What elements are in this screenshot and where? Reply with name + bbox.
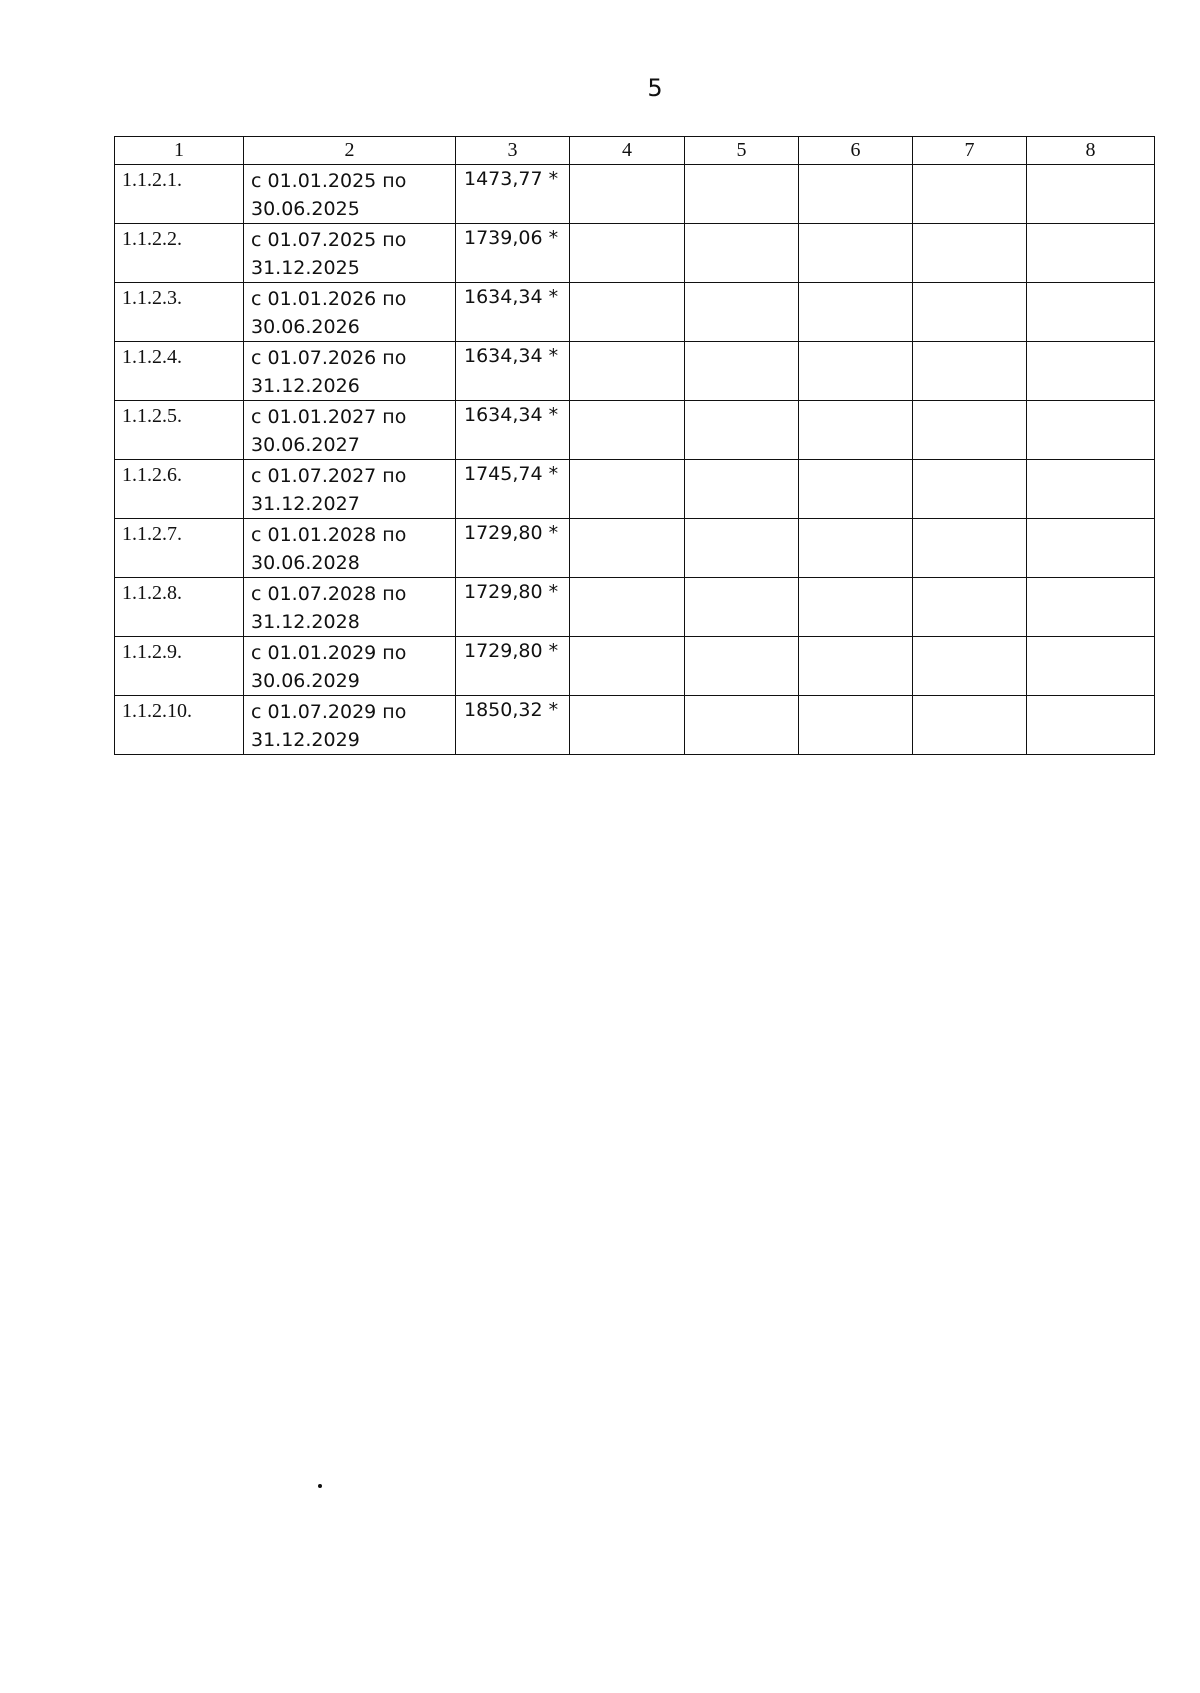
row-number-cell: 1.1.2.10. [115,696,244,755]
tariff-value-cell: 1634,34 * [456,342,570,401]
empty-cell-col-4 [570,696,685,755]
table-row [115,578,1155,637]
column-header: 4 [570,137,685,165]
period-end-text: 31.12.2029 [251,729,360,751]
empty-cell-col-8 [1027,637,1155,696]
tariff-value-cell: 1850,32 * [456,696,570,755]
period-end-text: 31.12.2025 [251,257,360,279]
empty-cell-col-7 [913,578,1027,637]
period-cell [244,696,456,755]
period-cell [244,342,456,401]
row-number-cell: 1.1.2.3. [115,283,244,342]
row-number-cell: 1.1.2.7. [115,519,244,578]
empty-cell-col-4 [570,637,685,696]
table-row [115,401,1155,460]
empty-cell-col-6 [799,283,913,342]
empty-cell-col-7 [913,342,1027,401]
empty-cell-col-5 [685,578,799,637]
empty-cell-col-6 [799,165,913,224]
period-end-text: 31.12.2026 [251,375,360,397]
empty-cell-col-4 [570,283,685,342]
table-row [115,283,1155,342]
empty-cell-col-6 [799,401,913,460]
empty-cell-col-5 [685,401,799,460]
period-start-text: с 01.01.2026 по [251,288,407,310]
table-row [115,224,1155,283]
tariff-value-cell: 1745,74 * [456,460,570,519]
row-number-cell: 1.1.2.2. [115,224,244,283]
empty-cell-col-5 [685,696,799,755]
table-row [115,460,1155,519]
column-header: 7 [913,137,1027,165]
period-start-text: с 01.01.2029 по [251,642,407,664]
empty-cell-col-4 [570,165,685,224]
empty-cell-col-7 [913,460,1027,519]
empty-cell-col-5 [685,342,799,401]
tariff-value-cell: 1729,80 * [456,519,570,578]
column-header: 1 [115,137,244,165]
empty-cell-col-7 [913,165,1027,224]
empty-cell-col-8 [1027,165,1155,224]
empty-cell-col-5 [685,637,799,696]
row-number-cell: 1.1.2.8. [115,578,244,637]
empty-cell-col-5 [685,165,799,224]
table-row [115,165,1155,224]
tariff-value-cell: 1473,77 * [456,165,570,224]
column-header: 2 [244,137,456,165]
row-number-cell: 1.1.2.1. [115,165,244,224]
empty-cell-col-8 [1027,519,1155,578]
period-start-text: с 01.01.2028 по [251,524,407,546]
empty-cell-col-6 [799,224,913,283]
period-cell [244,519,456,578]
period-start-text: с 01.07.2025 по [251,229,407,251]
period-cell [244,460,456,519]
table-row [115,696,1155,755]
empty-cell-col-5 [685,224,799,283]
tariff-value-cell: 1729,80 * [456,578,570,637]
table-row [115,637,1155,696]
period-start-text: с 01.07.2029 по [251,701,407,723]
period-end-text: 30.06.2027 [251,434,360,456]
empty-cell-col-5 [685,460,799,519]
tariff-value-cell: 1729,80 * [456,637,570,696]
empty-cell-col-7 [913,224,1027,283]
period-cell [244,283,456,342]
column-header: 6 [799,137,913,165]
empty-cell-col-8 [1027,696,1155,755]
tariff-table [114,136,1155,755]
empty-cell-col-8 [1027,224,1155,283]
header-row [115,137,1155,165]
table-row [115,519,1155,578]
tariff-value-cell: 1634,34 * [456,283,570,342]
empty-cell-col-7 [913,283,1027,342]
empty-cell-col-4 [570,401,685,460]
period-end-text: 30.06.2028 [251,552,360,574]
row-number-cell: 1.1.2.6. [115,460,244,519]
period-cell [244,224,456,283]
period-end-text: 31.12.2027 [251,493,360,515]
period-cell [244,401,456,460]
empty-cell-col-7 [913,401,1027,460]
row-number-cell: 1.1.2.4. [115,342,244,401]
period-start-text: с 01.07.2026 по [251,347,407,369]
period-start-text: с 01.07.2027 по [251,465,407,487]
period-start-text: с 01.01.2025 по [251,170,407,192]
empty-cell-col-7 [913,696,1027,755]
column-header: 3 [456,137,570,165]
empty-cell-col-8 [1027,342,1155,401]
empty-cell-col-8 [1027,401,1155,460]
empty-cell-col-4 [570,342,685,401]
row-number-cell: 1.1.2.5. [115,401,244,460]
table-row [115,342,1155,401]
column-header: 5 [685,137,799,165]
tariff-value-cell: 1739,06 * [456,224,570,283]
empty-cell-col-4 [570,578,685,637]
period-cell [244,637,456,696]
empty-cell-col-6 [799,637,913,696]
period-end-text: 30.06.2025 [251,198,360,220]
empty-cell-col-4 [570,460,685,519]
period-start-text: с 01.01.2027 по [251,406,407,428]
period-end-text: 31.12.2028 [251,611,360,633]
empty-cell-col-4 [570,519,685,578]
period-cell [244,578,456,637]
empty-cell-col-7 [913,637,1027,696]
empty-cell-col-5 [685,283,799,342]
period-end-text: 30.06.2029 [251,670,360,692]
empty-cell-col-6 [799,578,913,637]
empty-cell-col-8 [1027,283,1155,342]
empty-cell-col-8 [1027,460,1155,519]
empty-cell-col-5 [685,519,799,578]
empty-cell-col-6 [799,519,913,578]
empty-cell-col-4 [570,224,685,283]
empty-cell-col-6 [799,342,913,401]
page-number: 5 [647,74,663,102]
empty-cell-col-8 [1027,578,1155,637]
column-header: 8 [1027,137,1155,165]
empty-cell-col-6 [799,696,913,755]
tariff-value-cell: 1634,34 * [456,401,570,460]
period-cell [244,165,456,224]
stray-dot [318,1484,322,1488]
empty-cell-col-6 [799,460,913,519]
period-start-text: с 01.07.2028 по [251,583,407,605]
empty-cell-col-7 [913,519,1027,578]
period-end-text: 30.06.2026 [251,316,360,338]
row-number-cell: 1.1.2.9. [115,637,244,696]
